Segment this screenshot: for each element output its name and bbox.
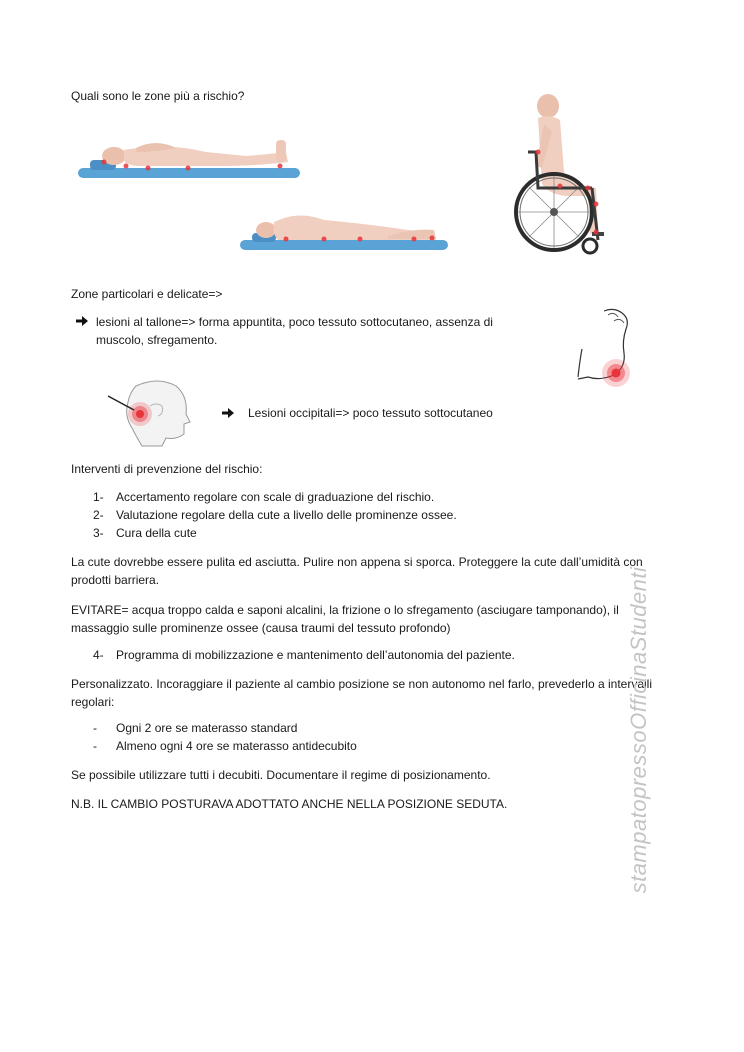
list-item-number: 1- [93,490,104,504]
list-item: Cura della cute [116,526,197,540]
interventions-heading: Interventi di prevenzione del rischio: [71,462,263,476]
nb-paragraph: N.B. IL CAMBIO POSTURAVA ADOTTATO ANCHE NELLA POSIZIONE SEDUTA. [71,797,508,811]
occipital-lesion-text: Lesioni occipitali=> poco tessuto sottocutaneo [248,406,493,420]
list-item-number: 2- [93,508,104,522]
list-item: Programma di mobilizzazione e mantenimento dell’autonomia del paziente. [116,648,515,662]
personalized-paragraph: Personalizzato. Incoraggiare il paziente al cambio posizione se non autonomo nel farlo, prevederlo a intervalli regolari: [71,677,653,709]
heel-foot-figure [574,307,634,391]
head-occipital-figure [106,376,200,448]
list-item: Valutazione regolare della cute a livello delle prominenze ossee. [116,508,457,522]
heel-lesion-text: lesioni al tallone=> forma appuntita, poco tessuto sottocutaneo, assenza di muscolo, sfregamento. [96,315,493,347]
list-item-number: 4- [93,648,104,662]
avoid-paragraph: EVITARE= acqua troppo calda e saponi alcalini, la frizione o lo sfregamento (asciugare tamponando), il massaggio sulle prominenze ossee (causa traumi del tessuto profondo) [71,603,619,635]
list-item: Almeno ogni 4 ore se materasso antidecubito [116,739,357,753]
list-item-dash: - [93,721,97,735]
decubiti-paragraph: Se possibile utilizzare tutti i decubiti. Documentare il regime di posizionamento. [71,768,491,782]
list-item: Ogni 2 ore se materasso standard [116,721,298,735]
watermark [626,535,652,925]
question-heading: Quali sono le zone più a rischio? [71,89,245,103]
list-item: Accertamento regolare con scale di graduazione del rischio. [116,490,435,504]
arrow-right-icon [222,408,234,418]
prone-body-figure [238,208,450,254]
watermark-text: stampatopressoOfficinaStudenti [626,566,651,894]
list-item-number: 3- [93,526,104,540]
skin-care-paragraph: La cute dovrebbe essere pulita ed asciutta. Pulire non appena si sporca. Proteggere la cute dall’umidità con prodotti barriera. [71,555,643,587]
arrow-right-icon [76,316,88,326]
wheelchair-figure [508,92,610,258]
list-item-dash: - [93,739,97,753]
zone-heading: Zone particolari e delicate=> [71,287,223,301]
supine-body-figure [76,132,302,182]
